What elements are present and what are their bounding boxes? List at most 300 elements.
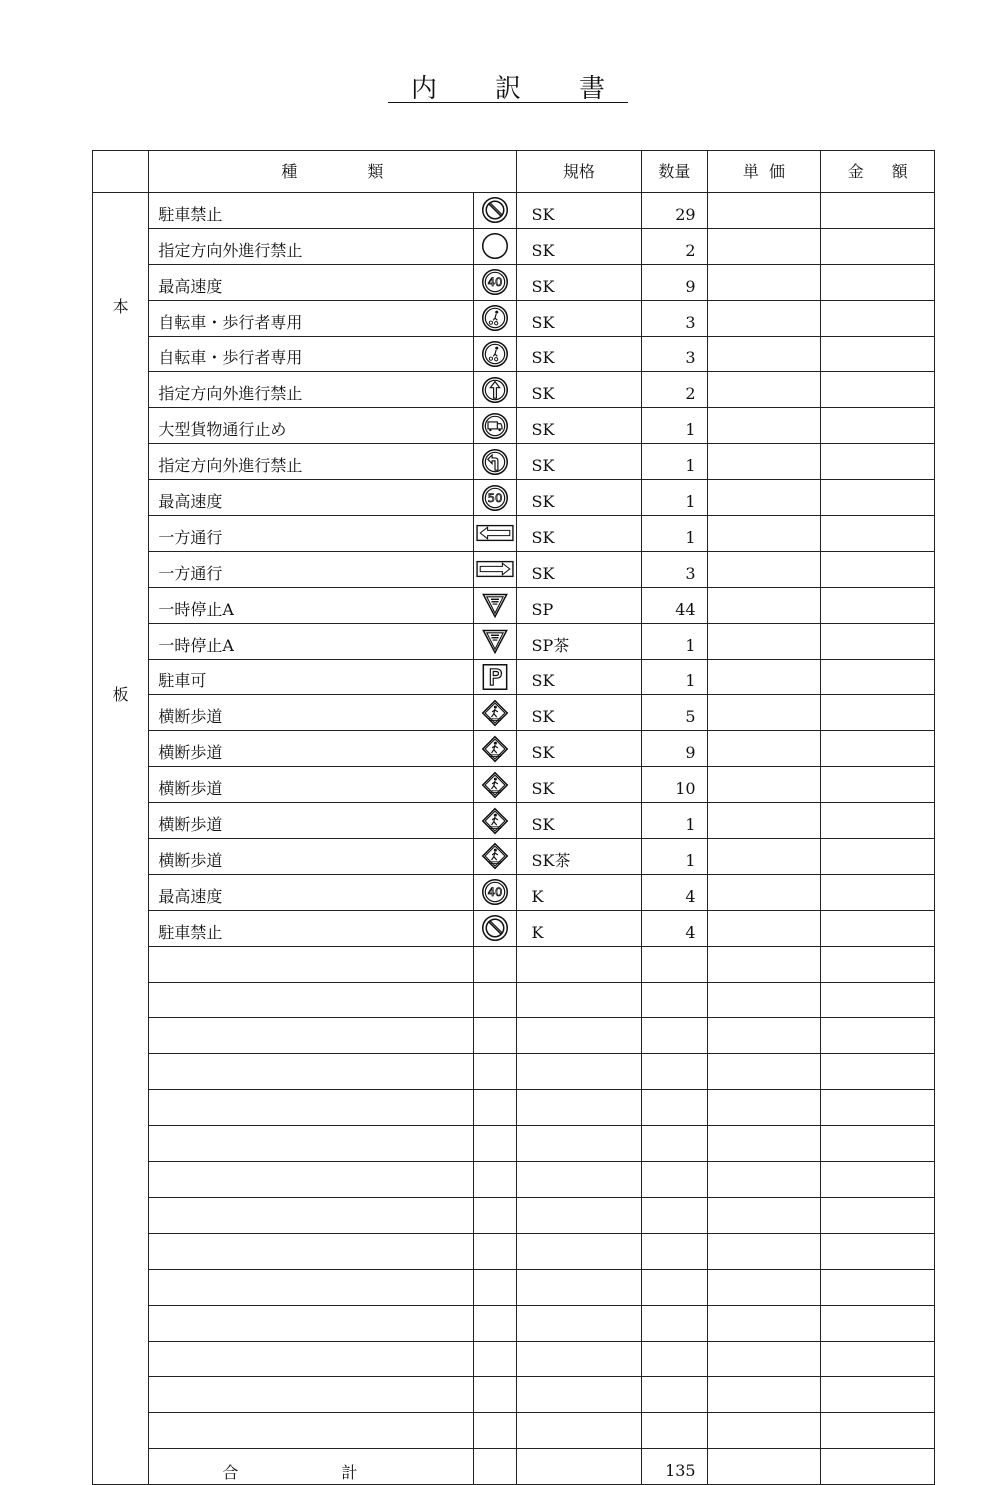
item-spec: [516, 1162, 642, 1198]
item-name: 大型貨物通行止め: [149, 408, 474, 444]
item-sign-cell: [474, 300, 516, 336]
table-row: [93, 300, 935, 336]
item-unit-price: [707, 1197, 821, 1233]
item-name: 指定方向外進行禁止: [149, 444, 474, 480]
empty-row: [93, 1377, 935, 1413]
item-sign-cell: [474, 1018, 516, 1054]
item-qty: 1: [642, 839, 707, 875]
item-unit-price: [707, 1126, 821, 1162]
total-label-char-2: 計: [341, 1463, 358, 1483]
item-unit-price: [707, 1413, 821, 1449]
item-name: 横断歩道: [149, 839, 474, 875]
item-unit-price: [707, 587, 821, 623]
item-name: 駐車禁止: [149, 910, 474, 946]
item-spec: SK: [516, 695, 642, 731]
empty-row: [93, 1305, 935, 1341]
item-qty: [642, 1162, 707, 1198]
crosswalk-icon: [481, 771, 509, 799]
header-side: [93, 151, 149, 193]
item-amount: [821, 1126, 935, 1162]
item-spec: [516, 946, 642, 982]
crosswalk-icon: [481, 807, 509, 835]
item-qty: [642, 1269, 707, 1305]
svg-text:50: 50: [487, 490, 503, 505]
item-sign-cell: [474, 1269, 516, 1305]
header-qty: 数量: [642, 151, 707, 193]
item-qty: 9: [642, 731, 707, 767]
item-spec: [516, 1197, 642, 1233]
item-sign-cell: [474, 336, 516, 372]
table-row: [93, 659, 935, 695]
side-label-char-1: 本: [112, 297, 129, 316]
item-amount: [821, 659, 935, 695]
item-unit-price: [707, 1090, 821, 1126]
item-unit-price: [707, 551, 821, 587]
item-sign-cell: [474, 839, 516, 875]
table-row: [93, 444, 935, 480]
one-way-left-icon: [476, 519, 514, 547]
total-unit-price: [707, 1449, 821, 1485]
item-spec: SK: [516, 551, 642, 587]
empty-row: [93, 1018, 935, 1054]
item-qty: [642, 1090, 707, 1126]
item-sign-cell: [474, 408, 516, 444]
item-amount: [821, 1413, 935, 1449]
crosswalk-icon: [481, 842, 509, 870]
side-label-char-2: 板: [112, 685, 129, 704]
item-qty: 29: [642, 193, 707, 229]
empty-row: [93, 1269, 935, 1305]
header-row: [93, 151, 935, 193]
table-row: [93, 336, 935, 372]
item-sign-cell: [474, 1377, 516, 1413]
table-row: [93, 264, 935, 300]
document-title: [388, 76, 628, 103]
item-spec: [516, 1126, 642, 1162]
item-qty: 3: [642, 300, 707, 336]
item-unit-price: [707, 480, 821, 516]
item-sign-cell: [474, 623, 516, 659]
item-unit-price: [707, 1162, 821, 1198]
item-unit-price: [707, 1054, 821, 1090]
item-qty: [642, 1197, 707, 1233]
item-sign-cell: [474, 587, 516, 623]
item-qty: 4: [642, 910, 707, 946]
stop-triangle-icon: [481, 627, 509, 655]
item-qty: [642, 1054, 707, 1090]
item-unit-price: [707, 228, 821, 264]
item-name: 最高速度: [149, 480, 474, 516]
item-sign-cell: [474, 910, 516, 946]
item-spec: SP: [516, 587, 642, 623]
table-row: [93, 803, 935, 839]
item-sign-cell: [474, 1090, 516, 1126]
item-qty: 1: [642, 516, 707, 552]
item-amount: [821, 623, 935, 659]
item-amount: [821, 551, 935, 587]
table-row: [93, 587, 935, 623]
item-sign-cell: [474, 264, 516, 300]
total-qty: 135: [642, 1449, 707, 1485]
item-name: [149, 982, 474, 1018]
item-name: [149, 1413, 474, 1449]
item-spec: SK: [516, 372, 642, 408]
side-label-cell: [93, 193, 149, 1485]
empty-row: [93, 1413, 935, 1449]
item-sign-cell: [474, 516, 516, 552]
item-sign-cell: [474, 480, 516, 516]
empty-row: [93, 946, 935, 982]
item-unit-price: [707, 874, 821, 910]
item-qty: [642, 1377, 707, 1413]
item-spec: [516, 1054, 642, 1090]
item-unit-price: [707, 516, 821, 552]
item-unit-price: [707, 946, 821, 982]
item-amount: [821, 731, 935, 767]
blank-circle-icon: [481, 232, 509, 260]
item-spec: K: [516, 874, 642, 910]
header-amount: [821, 151, 935, 193]
item-unit-price: [707, 1018, 821, 1054]
item-name: [149, 1341, 474, 1377]
table-row: [93, 767, 935, 803]
item-sign-cell: [474, 228, 516, 264]
item-amount: [821, 1054, 935, 1090]
item-sign-cell: [474, 1054, 516, 1090]
item-spec: [516, 1377, 642, 1413]
header-unit-price: [707, 151, 821, 193]
empty-row: [93, 1090, 935, 1126]
item-amount: [821, 480, 935, 516]
item-spec: SP茶: [516, 623, 642, 659]
empty-row: [93, 1233, 935, 1269]
item-sign-cell: [474, 659, 516, 695]
item-name: [149, 1126, 474, 1162]
table-row: [93, 874, 935, 910]
item-spec: SK: [516, 516, 642, 552]
item-name: 自転車・歩行者専用: [149, 336, 474, 372]
item-amount: [821, 1090, 935, 1126]
item-name: 駐車可: [149, 659, 474, 695]
crosswalk-icon: [481, 735, 509, 763]
item-amount: [821, 982, 935, 1018]
item-spec: SK: [516, 444, 642, 480]
item-qty: [642, 1413, 707, 1449]
header-amount-char-2: 額: [891, 161, 908, 181]
svg-text:40: 40: [487, 885, 503, 900]
header-kind-char-2: 類: [367, 161, 384, 181]
total-label-char-1: 合: [222, 1463, 239, 1483]
item-qty: 3: [642, 336, 707, 372]
item-amount: [821, 767, 935, 803]
item-qty: 1: [642, 803, 707, 839]
item-sign-cell: [474, 695, 516, 731]
turn-left-arrow-icon: [481, 448, 509, 476]
item-spec: [516, 1018, 642, 1054]
item-spec: [516, 1090, 642, 1126]
item-name: 最高速度: [149, 264, 474, 300]
item-spec: [516, 1341, 642, 1377]
item-unit-price: [707, 839, 821, 875]
item-name: 自転車・歩行者専用: [149, 300, 474, 336]
item-name: [149, 1305, 474, 1341]
empty-row: [93, 982, 935, 1018]
item-sign-cell: [474, 982, 516, 1018]
item-sign-cell: [474, 1162, 516, 1198]
table-row: [93, 695, 935, 731]
total-spec: [516, 1449, 642, 1485]
item-amount: [821, 300, 935, 336]
item-amount: [821, 1269, 935, 1305]
item-qty: 1: [642, 444, 707, 480]
item-qty: 4: [642, 874, 707, 910]
parking-p-icon: [481, 663, 509, 691]
item-unit-price: [707, 1341, 821, 1377]
item-unit-price: [707, 193, 821, 229]
item-amount: [821, 228, 935, 264]
table-row: [93, 516, 935, 552]
table-row: [93, 910, 935, 946]
table-row: [93, 623, 935, 659]
table-body: [93, 193, 935, 1485]
item-amount: [821, 1018, 935, 1054]
item-spec: SK: [516, 767, 642, 803]
breakdown-table: [92, 150, 935, 1485]
item-unit-price: [707, 336, 821, 372]
item-unit-price: [707, 731, 821, 767]
truck-prohibited-icon: [481, 412, 509, 440]
item-name: 一時停止A: [149, 587, 474, 623]
item-amount: [821, 336, 935, 372]
item-sign-cell: [474, 444, 516, 480]
item-unit-price: [707, 1269, 821, 1305]
item-sign-cell: [474, 1413, 516, 1449]
item-amount: [821, 1197, 935, 1233]
item-spec: SK: [516, 408, 642, 444]
item-name: [149, 1054, 474, 1090]
item-spec: SK: [516, 731, 642, 767]
empty-row: [93, 1054, 935, 1090]
item-amount: [821, 695, 935, 731]
item-spec: [516, 1305, 642, 1341]
item-unit-price: [707, 408, 821, 444]
bicycle-pedestrian-icon: [481, 340, 509, 368]
item-name: 横断歩道: [149, 731, 474, 767]
empty-row: [93, 1126, 935, 1162]
item-spec: SK: [516, 300, 642, 336]
item-amount: [821, 910, 935, 946]
title-char-1: 内: [410, 74, 437, 104]
item-qty: [642, 946, 707, 982]
item-unit-price: [707, 300, 821, 336]
item-amount: [821, 516, 935, 552]
item-amount: [821, 372, 935, 408]
item-name: [149, 1090, 474, 1126]
item-unit-price: [707, 372, 821, 408]
item-unit-price: [707, 444, 821, 480]
empty-row: [93, 1341, 935, 1377]
item-qty: 1: [642, 659, 707, 695]
item-sign-cell: [474, 803, 516, 839]
empty-row: [93, 1162, 935, 1198]
item-amount: [821, 1305, 935, 1341]
item-spec: SK: [516, 228, 642, 264]
item-amount: [821, 1162, 935, 1198]
one-way-right-icon: [476, 555, 514, 583]
item-unit-price: [707, 659, 821, 695]
item-amount: [821, 1377, 935, 1413]
item-name: [149, 1269, 474, 1305]
item-unit-price: [707, 1377, 821, 1413]
item-name: 横断歩道: [149, 695, 474, 731]
speed-limit-40-icon: [481, 268, 509, 296]
header-amount-char-1: 金: [847, 161, 864, 181]
item-name: 横断歩道: [149, 767, 474, 803]
item-unit-price: [707, 803, 821, 839]
header-unit-char-2: 価: [768, 161, 785, 181]
total-amount: [821, 1449, 935, 1485]
table-row: [93, 480, 935, 516]
item-amount: [821, 408, 935, 444]
title-char-2: 訳: [494, 74, 521, 104]
speed-limit-40-icon: [481, 878, 509, 906]
item-name: [149, 1197, 474, 1233]
item-unit-price: [707, 982, 821, 1018]
header-unit-char-1: 単: [742, 161, 759, 181]
item-qty: 9: [642, 264, 707, 300]
item-sign-cell: [474, 372, 516, 408]
item-qty: 10: [642, 767, 707, 803]
item-amount: [821, 444, 935, 480]
item-sign-cell: [474, 1305, 516, 1341]
item-spec: [516, 982, 642, 1018]
title-char-3: 書: [579, 74, 606, 104]
item-qty: 2: [642, 228, 707, 264]
item-amount: [821, 264, 935, 300]
item-name: 一時停止A: [149, 623, 474, 659]
item-amount: [821, 1341, 935, 1377]
item-qty: [642, 1018, 707, 1054]
item-unit-price: [707, 1305, 821, 1341]
table-row: [93, 731, 935, 767]
table-row: [93, 551, 935, 587]
item-amount: [821, 874, 935, 910]
crosswalk-icon: [481, 699, 509, 727]
item-name: [149, 1162, 474, 1198]
item-amount: [821, 587, 935, 623]
item-spec: SK: [516, 336, 642, 372]
speed-limit-50-icon: [481, 484, 509, 512]
item-spec: SK茶: [516, 839, 642, 875]
item-name: 指定方向外進行禁止: [149, 228, 474, 264]
total-row: [93, 1449, 935, 1485]
item-name: 指定方向外進行禁止: [149, 372, 474, 408]
table-row: [93, 193, 935, 229]
empty-row: [93, 1197, 935, 1233]
item-amount: [821, 193, 935, 229]
no-parking-icon: [481, 196, 509, 224]
total-sign-cell: [474, 1449, 516, 1485]
item-qty: 44: [642, 587, 707, 623]
bicycle-pedestrian-icon: [481, 304, 509, 332]
item-name: 横断歩道: [149, 803, 474, 839]
item-qty: [642, 982, 707, 1018]
item-unit-price: [707, 695, 821, 731]
item-sign-cell: [474, 1233, 516, 1269]
item-sign-cell: [474, 551, 516, 587]
item-unit-price: [707, 910, 821, 946]
item-qty: 1: [642, 408, 707, 444]
item-name: [149, 1233, 474, 1269]
item-qty: 1: [642, 623, 707, 659]
item-sign-cell: [474, 1126, 516, 1162]
item-spec: SK: [516, 480, 642, 516]
item-unit-price: [707, 623, 821, 659]
header-spec: 規格: [516, 151, 642, 193]
item-amount: [821, 946, 935, 982]
table-row: [93, 408, 935, 444]
straight-arrow-icon: [481, 376, 509, 404]
item-amount: [821, 1233, 935, 1269]
header-kind-char-1: 種: [281, 161, 298, 181]
item-name: 最高速度: [149, 874, 474, 910]
item-sign-cell: [474, 874, 516, 910]
no-parking-icon: [481, 914, 509, 942]
item-sign-cell: [474, 1197, 516, 1233]
item-spec: SK: [516, 803, 642, 839]
item-name: [149, 1018, 474, 1054]
item-name: 駐車禁止: [149, 193, 474, 229]
item-unit-price: [707, 264, 821, 300]
item-qty: [642, 1126, 707, 1162]
total-label: [149, 1449, 474, 1485]
item-unit-price: [707, 1233, 821, 1269]
item-name: [149, 1377, 474, 1413]
item-qty: 5: [642, 695, 707, 731]
item-sign-cell: [474, 767, 516, 803]
item-sign-cell: [474, 731, 516, 767]
item-sign-cell: [474, 946, 516, 982]
item-spec: K: [516, 910, 642, 946]
table-row: [93, 839, 935, 875]
table-row: [93, 372, 935, 408]
table-row: [93, 228, 935, 264]
item-spec: [516, 1413, 642, 1449]
item-amount: [821, 803, 935, 839]
svg-text:40: 40: [487, 275, 503, 290]
item-spec: [516, 1233, 642, 1269]
item-qty: 1: [642, 480, 707, 516]
item-spec: SK: [516, 193, 642, 229]
item-qty: [642, 1341, 707, 1377]
item-qty: [642, 1305, 707, 1341]
item-sign-cell: [474, 1341, 516, 1377]
item-name: 一方通行: [149, 551, 474, 587]
item-name: [149, 946, 474, 982]
item-unit-price: [707, 767, 821, 803]
item-spec: SK: [516, 264, 642, 300]
item-amount: [821, 839, 935, 875]
item-qty: [642, 1233, 707, 1269]
item-sign-cell: [474, 193, 516, 229]
header-kind: [149, 151, 516, 193]
stop-triangle-icon: [481, 591, 509, 619]
item-qty: 3: [642, 551, 707, 587]
item-spec: SK: [516, 659, 642, 695]
item-name: 一方通行: [149, 516, 474, 552]
item-qty: 2: [642, 372, 707, 408]
item-spec: [516, 1269, 642, 1305]
